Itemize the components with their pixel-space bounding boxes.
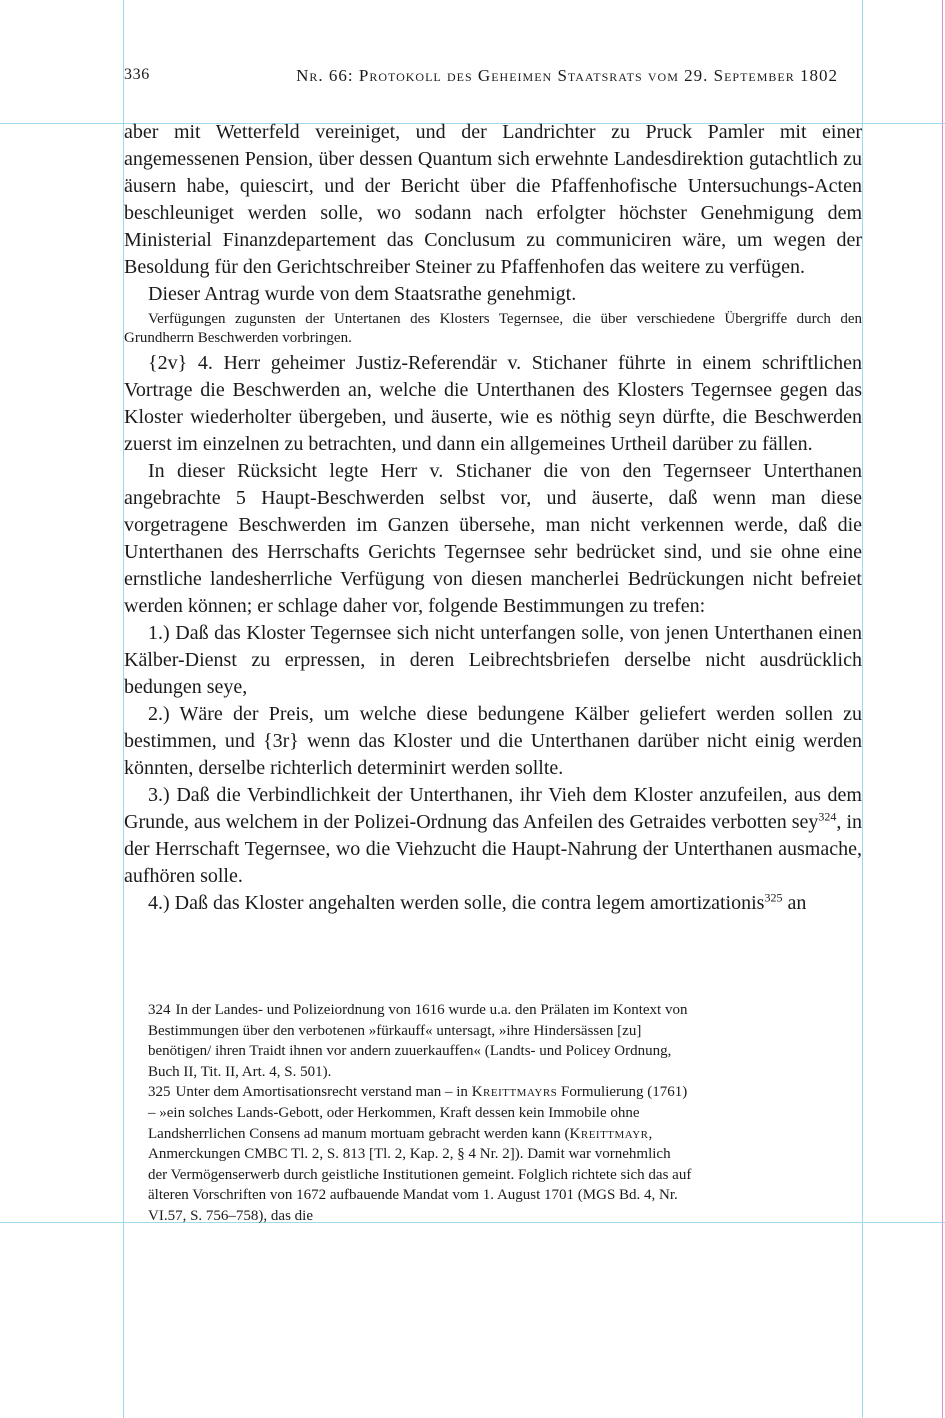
footnote-number: 325 — [148, 1084, 171, 1101]
guide-right-margin — [862, 0, 863, 1418]
running-head — [124, 66, 862, 90]
footnote-text-c: , Anmerckungen CMBC Tl. 2, S. 813 [Tl. 2, Kap. 2, § 4 Nr. 2]). Damit war vornehmlich der Vermögenserwerb durch geistliche Institutionen gemeint. Folglich richtete sich das auf älteren Vorschriften von 1672 aufbauende Mandat vom 1. August 1701 (MGS Bd. 4, Nr. VI.57, S. 756–758), das die — [148, 1125, 692, 1224]
header-title: Nr. 66: Protokoll des Geheimen Staatsrats vom 29. September 1802 — [296, 66, 838, 85]
footnote-ref-324[interactable]: 324 — [818, 809, 837, 824]
paragraph-7-text-b: , in der Herrschaft Tegernsee, wo die Viehzucht die Haupt-Nahrung der Unterthanen ausmache, aufhören solle. — [124, 811, 862, 887]
footnote-325 — [148, 1082, 693, 1226]
paragraph-1: aber mit Wetterfeld vereiniget, und der Landrichter zu Pruck Pamler mit einer angemessenen Pension, über dessen Quantum sich erwehnte Landesdirektion gutachtlich zu äusern habe, quiescirt, und der Bericht über die Pfaffenhofische Untersuchungs-Acten beschleuniget werden solle, wo sodann nach erfolgter höchster Genehmigung dem Ministerial Finanzdepartement das Conclusum zu communiciren wäre, um wegen der Besoldung für den Gerichtschreiber Steiner zu Pfaffenhofen das weitere zu verfügen. — [124, 121, 862, 278]
footnote-text-b: Formulierung (1761) – »ein solches Lands-Gebott, oder Herkommen, Kraft dessen kein Immobile ohne Landsherrlichen Consens ad manum mortuam gebracht werden kann ( — [148, 1084, 688, 1142]
paragraph-4: In dieser Rücksicht legte Herr v. Stichaner die von den Tegernseer Unterthanen angebrachte 5 Haupt-Beschwerden selbst vor, und äuserte, daß wenn man diese vorgetragene Beschwerden im Ganzen übersehe, man nicht verkennen werde, daß die Unterthanen des Herrschafts Gerichts Tegernsee sehr bedrücket sind, und sie ohne eine ernstliche landesherrliche Verfügung von diesen mancherlei Bedrückungen nicht befreiet werden können; er schlage daher vor, folgende Bestimmungen zu trefen: — [124, 460, 862, 617]
footnote-ref-325[interactable]: 325 — [764, 890, 783, 905]
author-name: Kreittmayrs — [471, 1084, 558, 1101]
paragraph-8 — [124, 890, 862, 917]
paragraph-8-text-b: an — [782, 892, 807, 914]
footnote-324 — [148, 1000, 693, 1082]
footnotes — [148, 1000, 693, 1227]
paragraph-3: {2v} 4. Herr geheimer Justiz-Referendär v. Stichaner führte in einem schriftlichen Vortrage die Beschwerden an, welche die Unterthanen des Klosters Tegernsee gegen das Kloster wiederholter übergeben, und äuserte, wie es nöthig seyn dürfte, die Beschwerden zuerst im einzelnen zu betrachten, und dann ein allgemeines Urtheil darüber zu fällen. — [124, 352, 862, 455]
page-number: 336 — [124, 66, 150, 83]
footnote-text-a: Unter dem Amortisationsrecht verstand man – in — [175, 1084, 472, 1101]
paragraph-7 — [124, 782, 862, 890]
regest-summary: Verfügungen zugunsten der Untertanen des Klosters Tegernsee, die über verschiedene Übergriffe durch den Grundherrn Beschwerden vorbringen. — [124, 311, 862, 346]
footnote-number: 324 — [148, 1002, 171, 1018]
paragraph-7-text-a: 3.) Daß die Verbindlichkeit der Unterthanen, ihr Vieh dem Kloster anzufeilen, aus dem Grunde, aus welchem in der Polizei-Ordnung das Anfeilen des Getraides verbotten sey — [124, 784, 862, 833]
main-text — [124, 119, 862, 917]
guide-page-edge — [942, 0, 943, 1418]
footnote-text: In der Landes- und Polizeiordnung von 1616 wurde u.a. den Prälaten im Kontext von Bestimmungen über den verbotenen »fürkauff« untersagt, »ihre Hindersässen [zu] benötigen/ ihren Traidt ihnen vor andern zuuerkauffen« (Landts- und Policey Ordnung, Buch II, Tit. II, Art. 4, S. 501). — [148, 1002, 688, 1080]
paragraph-5: 1.) Daß das Kloster Tegernsee sich nicht unterfangen solle, von jenen Unterthanen einen Kälber-Dienst zu erpressen, in deren Leibrechtsbriefen derselbe nicht ausdrücklich bedungen seye, — [124, 622, 862, 698]
paragraph-8-text-a: 4.) Daß das Kloster angehalten werden solle, die contra legem amortizationis — [148, 892, 765, 914]
paragraph-2: Dieser Antrag wurde von dem Staatsrathe genehmigt. — [148, 283, 577, 305]
paragraph-6: 2.) Wäre der Preis, um welche diese bedungene Kälber geliefert werden sollen zu bestimmen, und {3r} wenn das Kloster und die Unterthanen darüber nicht einig werden könnten, derselbe richterlich determinirt werden sollte. — [124, 703, 862, 779]
author-name: Kreittmayr — [569, 1125, 649, 1142]
